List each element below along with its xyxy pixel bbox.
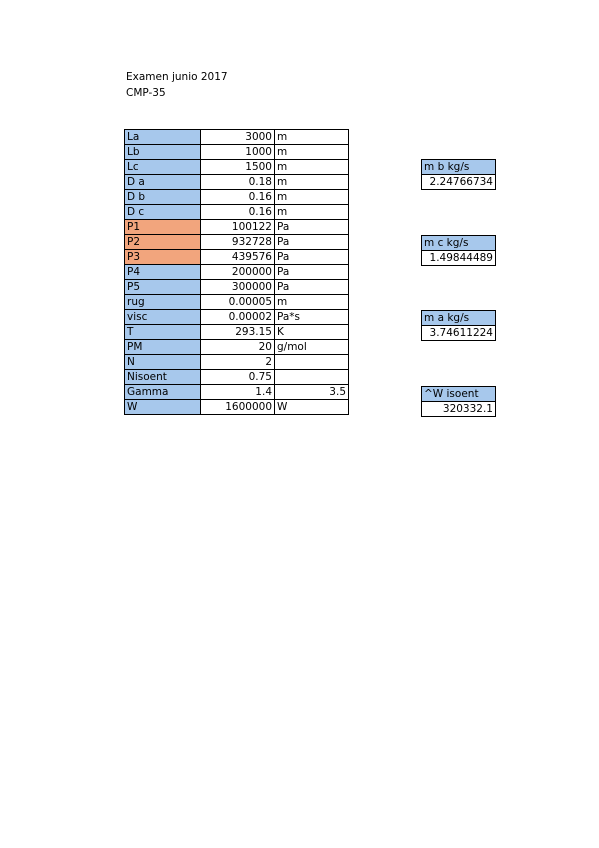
result-mc-value[interactable]: 1.49844489 (422, 251, 496, 266)
value-cell[interactable]: 0.00002 (201, 310, 275, 325)
label-cell[interactable]: P2 (125, 235, 201, 250)
row-nisoent (125, 370, 349, 385)
row-t (125, 325, 349, 340)
row-db (125, 190, 349, 205)
unit-cell[interactable]: 3.5 (275, 385, 349, 400)
label-cell[interactable]: D a (125, 175, 201, 190)
label-cell[interactable]: P1 (125, 220, 201, 235)
label-cell[interactable]: P3 (125, 250, 201, 265)
unit-cell[interactable]: m (275, 295, 349, 310)
result-mb-label[interactable]: m b kg/s (422, 160, 496, 175)
value-cell[interactable]: 932728 (201, 235, 275, 250)
result-ma-table (421, 310, 496, 341)
row-p4 (125, 265, 349, 280)
unit-cell[interactable]: g/mol (275, 340, 349, 355)
label-cell[interactable]: PM (125, 340, 201, 355)
unit-cell[interactable]: m (275, 190, 349, 205)
label-cell[interactable]: P4 (125, 265, 201, 280)
value-cell[interactable]: 1.4 (201, 385, 275, 400)
unit-cell[interactable]: m (275, 145, 349, 160)
value-cell[interactable]: 1500 (201, 160, 275, 175)
result-mb-value[interactable]: 2.24766734 (422, 175, 496, 190)
row-p5 (125, 280, 349, 295)
result-mc-table (421, 235, 496, 266)
row-gamma (125, 385, 349, 400)
label-cell[interactable]: T (125, 325, 201, 340)
value-cell[interactable]: 293.15 (201, 325, 275, 340)
unit-cell[interactable]: m (275, 205, 349, 220)
unit-cell[interactable]: m (275, 175, 349, 190)
result-mb-table (421, 159, 496, 190)
value-cell[interactable]: 0.18 (201, 175, 275, 190)
value-cell[interactable]: 300000 (201, 280, 275, 295)
value-cell[interactable]: 20 (201, 340, 275, 355)
label-cell[interactable]: La (125, 130, 201, 145)
unit-cell[interactable]: Pa (275, 280, 349, 295)
label-cell[interactable]: W (125, 400, 201, 415)
value-cell[interactable]: 100122 (201, 220, 275, 235)
value-cell[interactable]: 0.75 (201, 370, 275, 385)
value-cell[interactable]: 0.16 (201, 205, 275, 220)
label-cell[interactable]: Lb (125, 145, 201, 160)
row-p3 (125, 250, 349, 265)
value-cell[interactable]: 439576 (201, 250, 275, 265)
row-lb (125, 145, 349, 160)
result-w-isoent-table (421, 386, 496, 417)
value-cell[interactable]: 0.00005 (201, 295, 275, 310)
unit-cell[interactable]: Pa (275, 235, 349, 250)
value-cell[interactable]: 0.16 (201, 190, 275, 205)
value-cell[interactable]: 2 (201, 355, 275, 370)
row-w (125, 400, 349, 415)
result-ma-value[interactable]: 3.74611224 (422, 326, 496, 341)
label-cell[interactable]: Nisoent (125, 370, 201, 385)
result-w-isoent-label[interactable]: ^W isoent (422, 387, 496, 402)
unit-cell[interactable]: Pa (275, 220, 349, 235)
row-la (125, 130, 349, 145)
sheet-subtitle: CMP-35 (126, 87, 166, 99)
unit-cell[interactable]: Pa (275, 250, 349, 265)
result-mc-label[interactable]: m c kg/s (422, 236, 496, 251)
unit-cell[interactable]: W (275, 400, 349, 415)
unit-cell[interactable]: m (275, 160, 349, 175)
row-lc (125, 160, 349, 175)
unit-cell[interactable]: K (275, 325, 349, 340)
label-cell[interactable]: D c (125, 205, 201, 220)
label-cell[interactable]: D b (125, 190, 201, 205)
label-cell[interactable]: P5 (125, 280, 201, 295)
label-cell[interactable]: rug (125, 295, 201, 310)
parameters-table (124, 129, 349, 415)
value-cell[interactable]: 1000 (201, 145, 275, 160)
row-visc (125, 310, 349, 325)
result-w-isoent-value[interactable]: 320332.1 (422, 402, 496, 417)
label-cell[interactable]: N (125, 355, 201, 370)
unit-cell[interactable]: m (275, 130, 349, 145)
label-cell[interactable]: Lc (125, 160, 201, 175)
row-da (125, 175, 349, 190)
result-ma-label[interactable]: m a kg/s (422, 311, 496, 326)
unit-cell[interactable] (275, 355, 349, 370)
row-p2 (125, 235, 349, 250)
label-cell[interactable]: visc (125, 310, 201, 325)
value-cell[interactable]: 3000 (201, 130, 275, 145)
row-rug (125, 295, 349, 310)
value-cell[interactable]: 1600000 (201, 400, 275, 415)
unit-cell[interactable]: Pa (275, 265, 349, 280)
row-n (125, 355, 349, 370)
sheet-title: Examen junio 2017 (126, 71, 228, 83)
label-cell[interactable]: Gamma (125, 385, 201, 400)
row-dc (125, 205, 349, 220)
unit-cell[interactable] (275, 370, 349, 385)
value-cell[interactable]: 200000 (201, 265, 275, 280)
unit-cell[interactable]: Pa*s (275, 310, 349, 325)
row-pm (125, 340, 349, 355)
row-p1 (125, 220, 349, 235)
